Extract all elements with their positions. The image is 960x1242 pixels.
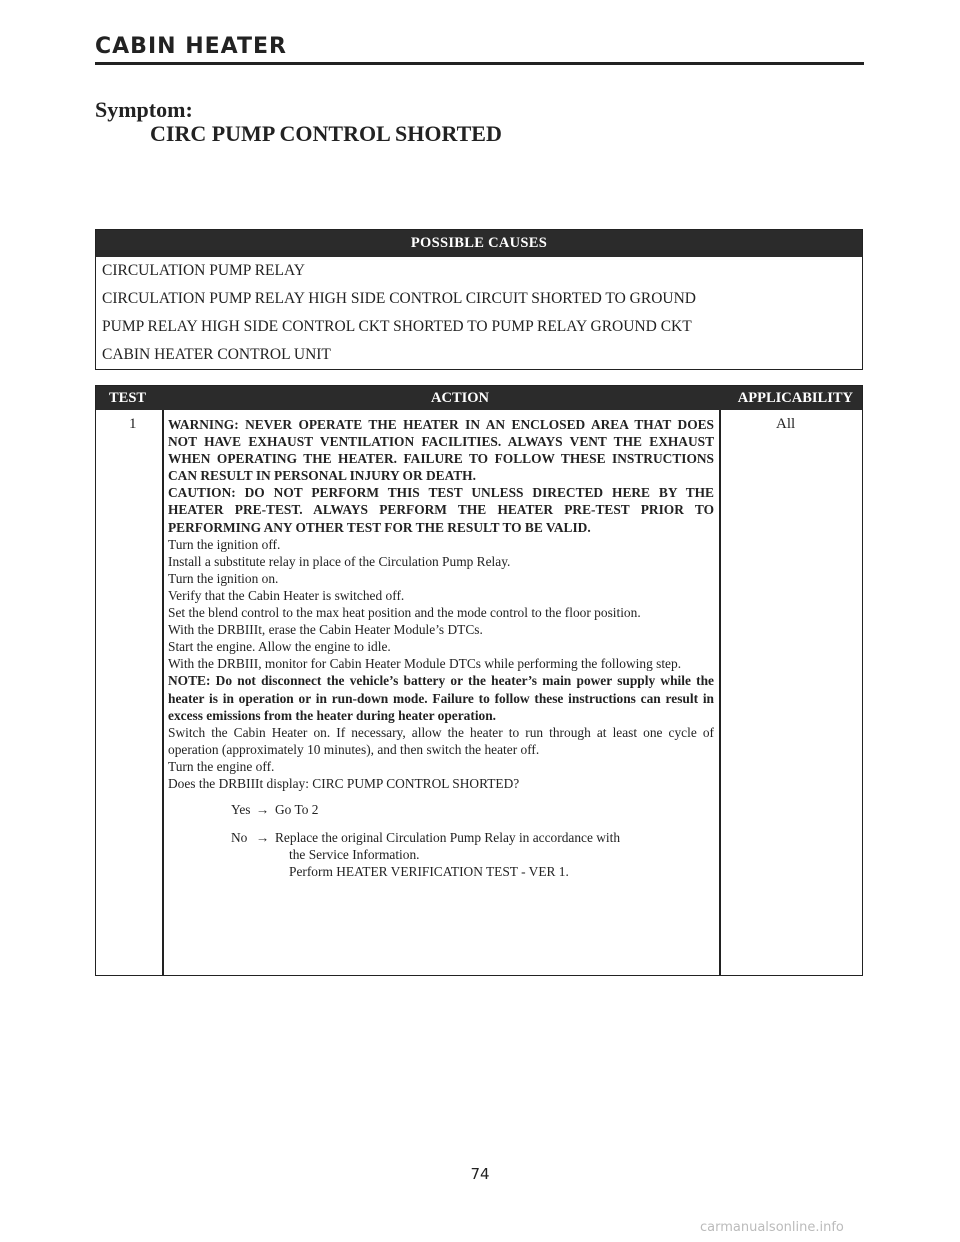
column-divider [162, 410, 164, 975]
arrow-icon: → [256, 830, 270, 846]
cause-item: CIRCULATION PUMP RELAY HIGH SIDE CONTROL CIRCUIT SHORTED TO GROUND [102, 290, 696, 307]
arrow-icon: → [256, 802, 270, 818]
cause-item: CABIN HEATER CONTROL UNIT [102, 346, 331, 363]
symptom-label: Symptom: [95, 97, 193, 122]
column-header-test: TEST [109, 390, 147, 406]
action-cell [168, 416, 714, 880]
no-label: No [231, 830, 248, 846]
step: With the DRBIII, monitor for Cabin Heater Module DTCs while performing the following step. [168, 656, 682, 672]
test-table [95, 385, 863, 976]
step: Turn the ignition off. [168, 536, 281, 552]
step: Start the engine. Allow the engine to idle. [168, 639, 391, 655]
section-title: CABIN HEATER [95, 34, 287, 59]
no-result-line: Perform HEATER VERIFICATION TEST - VER 1. [289, 864, 569, 880]
column-header-applicability: APPLICABILITY [737, 390, 853, 406]
header-divider [95, 62, 864, 65]
page-number: 74 [470, 1165, 490, 1183]
yes-label: Yes [231, 802, 251, 818]
symptom-name: CIRC PUMP CONTROL SHORTED [150, 121, 502, 146]
step: Switch the Cabin Heater on. If necessary, allow the heater to run through at least one cycle of operation (approximately 10 minutes), and then switch the heater off. [168, 724, 714, 757]
no-result-line: the Service Information. [289, 847, 420, 863]
test-number: 1 [129, 416, 137, 432]
step: Turn the ignition on. [168, 570, 279, 586]
no-branch [168, 829, 714, 880]
cause-item: PUMP RELAY HIGH SIDE CONTROL CKT SHORTED TO PUMP RELAY GROUND CKT [102, 318, 692, 335]
column-header-action: ACTION [431, 390, 490, 406]
cause-item: CIRCULATION PUMP RELAY [102, 262, 305, 279]
applicability-value: All [776, 416, 796, 432]
step: Turn the engine off. [168, 758, 275, 774]
note-text: NOTE: Do not disconnect the vehicle’s battery or the heater’s main power supply while the heater is in operation or in run-down mode. Failure to follow these instructions can result in excess emissions from the heater during heater operation. [168, 673, 714, 723]
column-divider [719, 410, 721, 975]
yes-branch [168, 801, 714, 818]
possible-causes-heading: POSSIBLE CAUSES [96, 230, 862, 257]
no-result-line: Replace the original Circulation Pump Relay in accordance with [275, 830, 621, 846]
step: Install a substitute relay in place of the Circulation Pump Relay. [168, 553, 511, 569]
test-table-header [96, 386, 862, 410]
step: Set the blend control to the max heat position and the mode control to the floor position. [168, 605, 641, 621]
step: With the DRBIIIt, erase the Cabin Heater Module’s DTCs. [168, 622, 483, 638]
yes-result: Go To 2 [275, 802, 319, 818]
no-result [275, 829, 714, 880]
question: Does the DRBIIIt display: CIRC PUMP CONTROL SHORTED? [168, 775, 520, 791]
caution-text: CAUTION: DO NOT PERFORM THIS TEST UNLESS DIRECTED HERE BY THE HEATER PRE-TEST. ALWAYS PERFORM THE HEATER PRE-TEST PRIOR TO PERFORMING ANY OTHER TEST FOR THE RESULT TO BE VALID. [168, 485, 714, 535]
watermark: carmanualsonline.info [700, 1220, 844, 1235]
warning-text: WARNING: NEVER OPERATE THE HEATER IN AN ENCLOSED AREA THAT DOES NOT HAVE EXHAUST VENTILATION FACILITIES. ALWAYS VENT THE EXHAUST WHEN OPERATING THE HEATER. FAILURE TO FOLLOW THESE INSTRUCTIONS CAN RESULT IN PERSONAL INJURY OR DEATH. [168, 417, 714, 484]
step: Verify that the Cabin Heater is switched off. [168, 587, 405, 603]
possible-causes-table [95, 229, 863, 370]
